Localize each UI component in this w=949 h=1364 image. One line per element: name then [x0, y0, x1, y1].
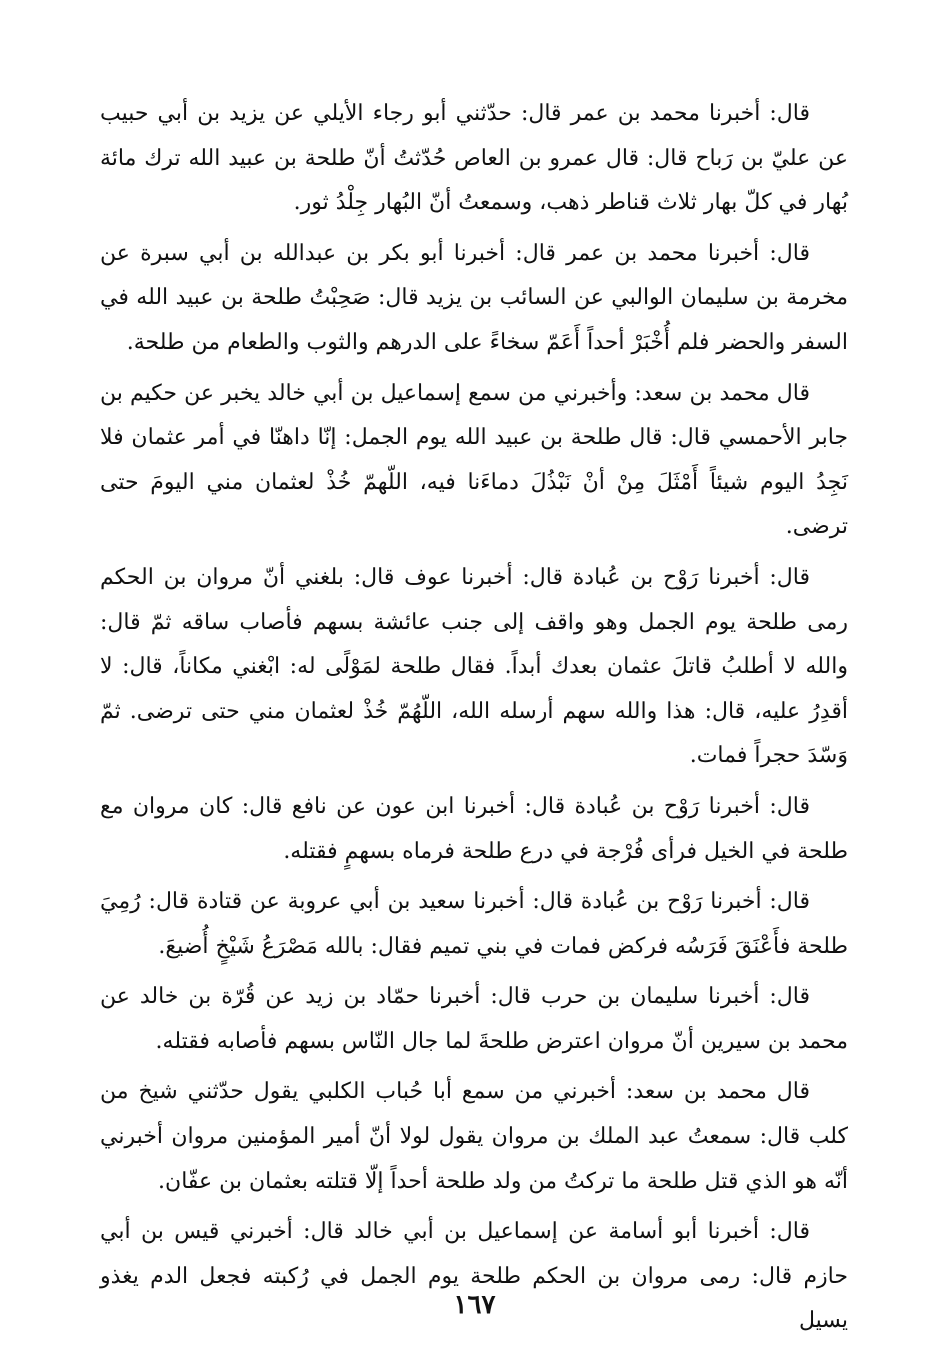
paragraph-9: قال: أخبرنا أبو أسامة عن إسماعيل بن أبي خالد قال: أخبرني قيس بن أبي حازم قال: رمى مروان بن الحكم طلحة يوم الجمل في رُكبته فجعل الدم يغذو يسيل: [100, 1219, 848, 1334]
paragraph-6: قال: أخبرنا رَوْح بن عُبادة قال: أخبرنا سعيد بن أبي عروبة عن قتادة قال: رُمِيَ طلحة فأَعْنَقَ فَرَسُه فركض فمات في بني تميم فقال: بالله مَصْرَعُ شَيْخٍ أُضيعَ.: [100, 889, 848, 959]
paragraph-8: قال محمد بن سعد: أخبرني من سمع أبا حُباب الكلبي يقول حدّثني شيخ من كلب قال: سمعتُ عبد الملك بن مروان يقول لولا أنّ أمير المؤمنين مروان أخبرني أنّه هو الذي قتل طلحة ما تركتُ من ولد طلحة أحداً إلّا قتلته بعثمان بن عفّان.: [100, 1079, 848, 1194]
text-column: [100, 92, 848, 1350]
paragraph-5: قال: أخبرنا رَوْح بن عُبادة قال: أخبرنا ابن عون عن نافع قال: كان مروان مع طلحة في الخيل فرأى فُرْجة في درع طلحة فرماه بسهمٍ فقتله.: [100, 793, 848, 864]
page-number: ١٦٧: [453, 1290, 496, 1320]
paragraph-1: قال: أخبرنا محمد بن عمر قال: حدّثني أبو رجاء الأيلي عن يزيد بن أبي حبيب عن عليّ بن رَباح قال: قال عمرو بن العاص حُدّثتُ أنّ طلحة بن عبيد الله ترك مائة بُهار في كلّ بهار ثلاث قناطر ذهب، وسمعتُ أنّ البُهار جِلْدُ ثور.: [100, 101, 848, 216]
paragraph-2: قال: أخبرنا محمد بن عمر قال: أخبرنا أبو بكر بن عبدالله بن أبي سبرة عن مخرمة بن سليمان الوالبي عن السائب بن يزيد قال: صَحِبْتُ طلحة بن عبيد الله في السفر والحضر فلم أُخْبَرْ أحداً أَعَمّ سخاءً على الدرهم والثوب والطعام من طلحة.: [100, 240, 848, 355]
paragraph-4: قال: أخبرنا رَوْح بن عُبادة قال: أخبرنا عوف قال: بلغني أنّ مروان بن الحكم رمى طلحة يوم الجمل وهو واقف إلى جنب عائشة بسهم فأصاب ساقه ثمّ قال: والله لا أطلبُ قاتلَ عثمان بعدك أبداً. فقال طلحة لمَوْلًى له: ابْغني مكاناً، قال: لا أقدِرُ عليه، قال: هذا والله سهم أرسله الله، اللّهُمّ خُذْ لعثمان مني حتى ترضى. ثمّ وَسّدَ حجراً فمات.: [100, 564, 848, 769]
paragraph-3: قال محمد بن سعد: وأخبرني من سمع إسماعيل بن أبي خالد يخبر عن حكيم بن جابر الأحمسي قال: قال طلحة بن عبيد الله يوم الجمل: إنّا داهنّا في أمر عثمان فلا نَجِدُ اليوم شيئاً أَمْثَلَ مِنْ أنْ نَبْذُلَ دماءَنا فيه، اللّهمّ خُذْ لعثمان مني اليومَ حتى ترضى.: [100, 380, 849, 540]
paragraph-7: قال: أخبرنا سليمان بن حرب قال: أخبرنا حمّاد بن زيد عن قُرّة بن خالد عن محمد بن سيرين أنّ مروان اعترض طلحةَ لما جال النّاس بسهم فأصابه فقتله.: [100, 984, 848, 1054]
